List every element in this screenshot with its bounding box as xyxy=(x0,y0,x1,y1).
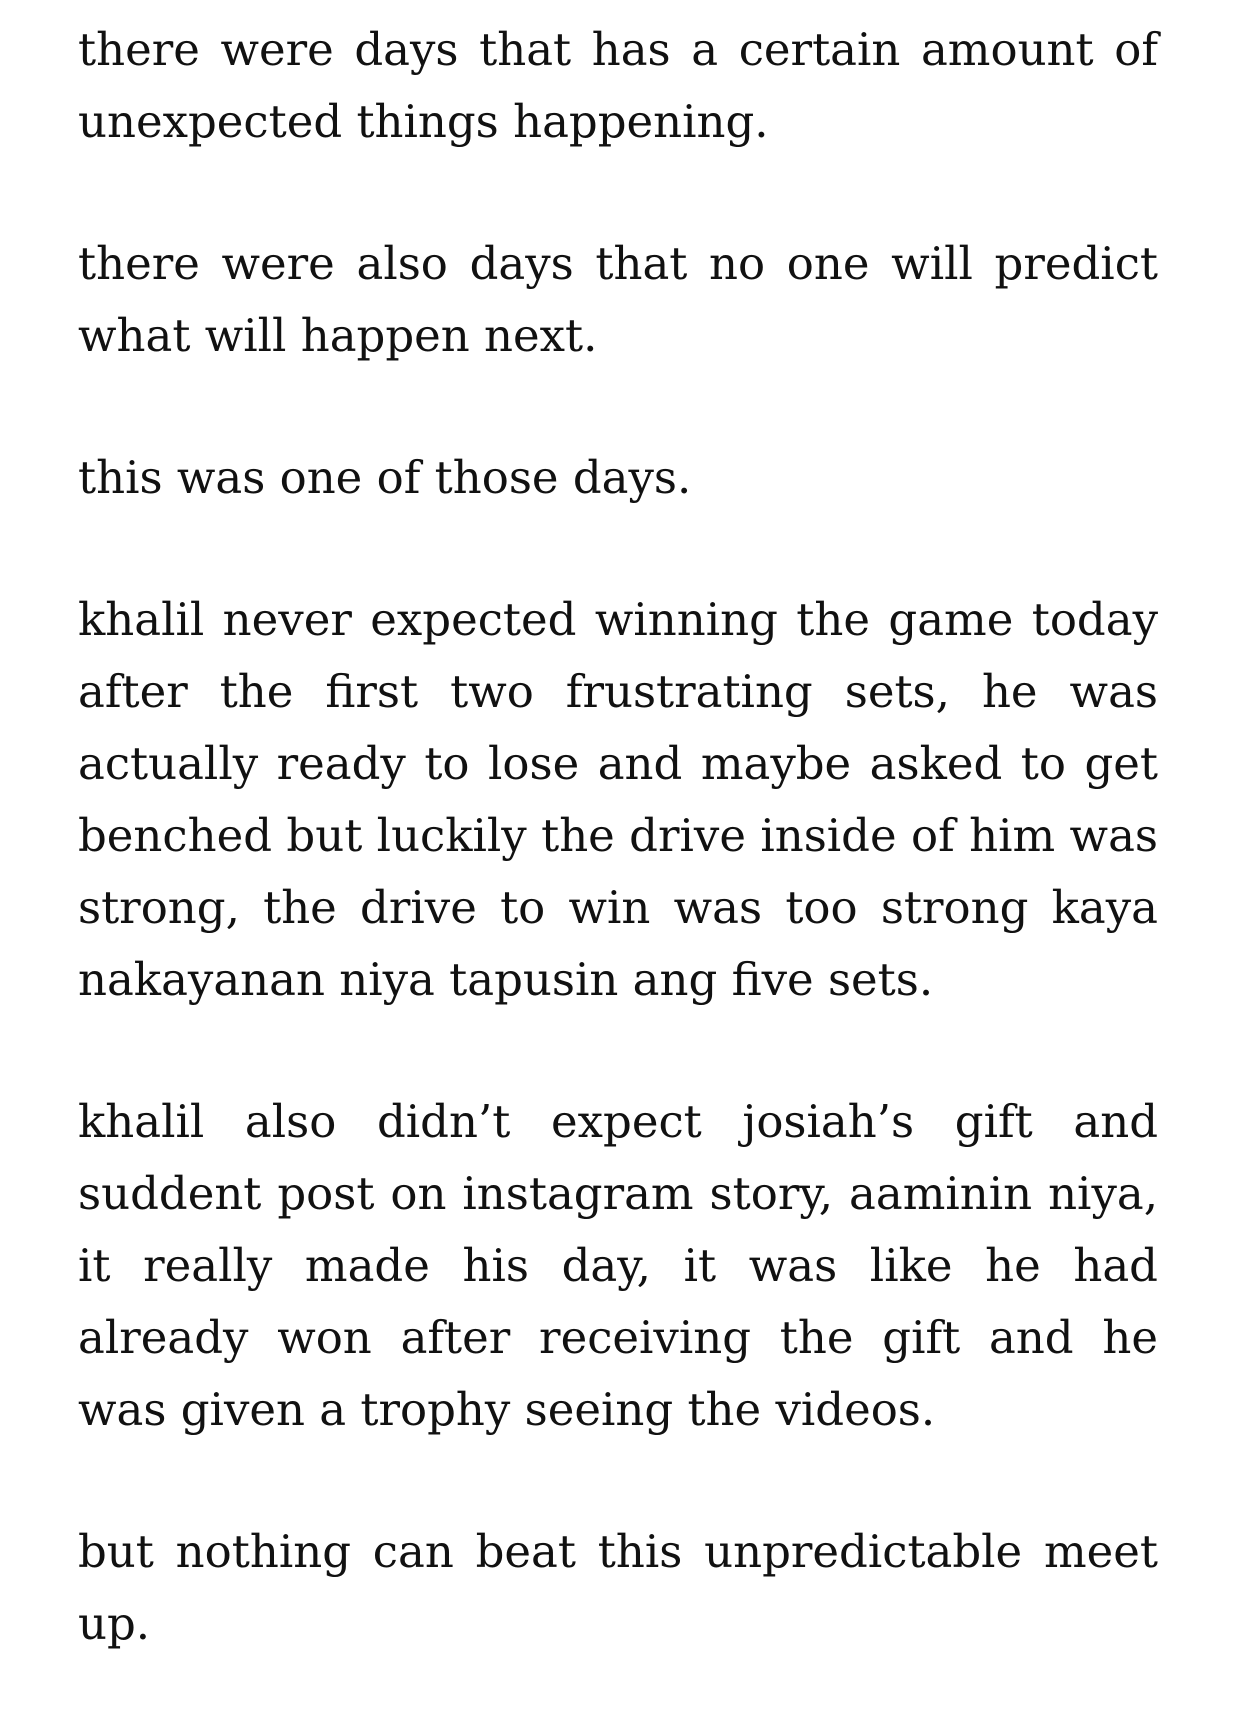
paragraph-winning-game: khalil never expected winning the game today after the first two frustrating sets, he was actually ready to lose and maybe asked to get benched but luckily the drive inside of him was strong, the drive to win was too strong kaya nakayanan niya tapusin ang five sets. xyxy=(78,593,1158,1006)
paragraph-unpredictable-days: there were also days that no one will predict what will happen next. xyxy=(78,237,1158,362)
paragraph-meet-up: but nothing can beat this unpredictable meet up. xyxy=(78,1525,1158,1650)
paragraph-unexpected-days: there were days that has a certain amount of unexpected things happening. xyxy=(78,23,1158,148)
story-text-body xyxy=(78,14,1158,1660)
paragraph-josiah-gift: khalil also didn’t expect josiah’s gift and suddent post on instagram story, aaminin niya, it really made his day, it was like he had already won after receiving the gift and he was given a trophy seeing the videos. xyxy=(78,1095,1158,1436)
paragraph-one-of-those-days: this was one of those days. xyxy=(78,451,692,504)
